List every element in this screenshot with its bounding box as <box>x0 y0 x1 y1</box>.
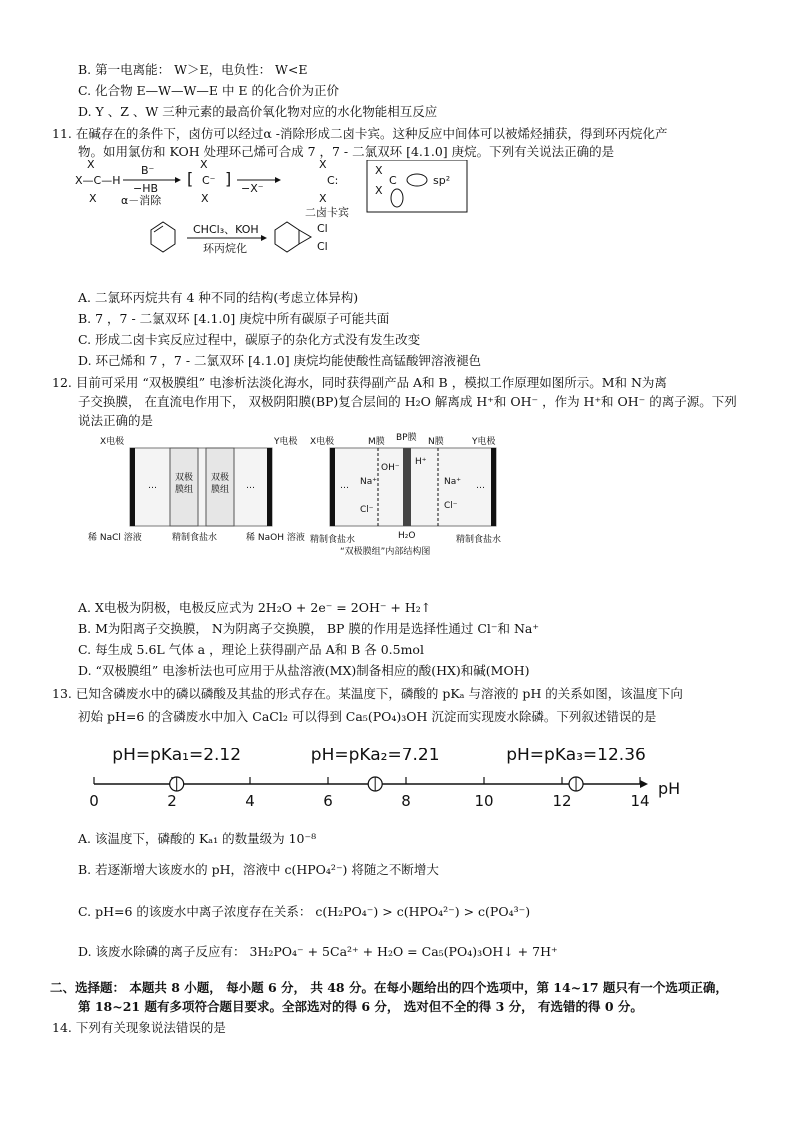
section2-heading-line2: 第 18~21 题有多项符合题目要求。全部选对的得 6 分， 选对但不全的得 3 分， 有选错的得 0 分。 <box>78 999 643 1014</box>
ph-axis-unit: pH <box>658 779 681 798</box>
pka-label: pH=pKa₁=2.12 <box>112 748 242 765</box>
q12-option-b: B. M为阳离子交换膜， N为阴离子交换膜， BP 膜的作用是选择性通过 Cl⁻和 Na⁺ <box>78 621 539 636</box>
q12-stem-line3: 说法正确的是 <box>78 413 154 428</box>
q12-left-dots1: … <box>148 481 157 491</box>
q11-carbene-name: 二卤卡宾 <box>305 206 349 219</box>
q12-left-bottom-left: 稀 NaCl 溶液 <box>88 533 142 543</box>
ph-axis-tick-label: 14 <box>630 792 650 810</box>
q12-bp1-label: 双极 <box>175 473 194 483</box>
q11-anion-x-top: X <box>200 160 208 171</box>
q12-option-a: A. X电极为阴极，电极反应式为 2H₂O + 2e⁻ = 2OH⁻ + H₂↑ <box>78 600 432 615</box>
ph-axis-tick-label: 6 <box>323 792 333 810</box>
q12-bp2-label: 双极 <box>211 473 230 483</box>
q11-reactant: X—C—H <box>75 174 121 187</box>
q11-stem-line2: 物。如用氯仿和 KOH 处理环己烯可合成 7 ，7 - 二氯双环 [4.1.0] 庚烷。下列有关说法正确的是 <box>78 144 615 159</box>
q12-electrodialysis-figure <box>78 430 518 560</box>
q11-minus-hb: −HB <box>133 182 159 195</box>
ph-axis-arrowhead <box>640 780 648 788</box>
q11-product-ring <box>275 222 299 252</box>
q12-option-c: C. 每生成 5.6L 气体 a ，理论上获得副产品 A和 B 各 0.5mol <box>78 642 424 657</box>
q11-arrowhead2 <box>275 177 281 183</box>
q11-reagent: CHCl₃、KOH <box>193 223 259 236</box>
q12-right-caption: “双极膜组”内部结构图 <box>340 547 431 557</box>
q11-anion-c: C⁻ <box>202 174 216 187</box>
ph-axis-tick-label: 4 <box>245 792 255 810</box>
q10-option-b: B. 第一电离能： W＞E，电负性： W<E <box>78 62 308 77</box>
q11-bracket-left: [ <box>187 169 194 188</box>
q14-stem-line1: 14. 下列有关现象说法错误的是 <box>52 1020 226 1035</box>
q10-option-c: C. 化合物 E—W—W—E 中 E 的化合价为正价 <box>78 83 340 98</box>
q12-bp-label: BP膜 <box>396 433 417 443</box>
q12-left-bottom-right: 稀 NaOH 溶液 <box>246 533 305 543</box>
q11-sp2: sp² <box>433 174 451 187</box>
q12-cl-right: Cl⁻ <box>444 501 458 511</box>
q11-base: B⁻ <box>141 164 155 177</box>
q11-stem-line1: 11. 在碱存在的条件下，卤仿可以经过α -消除形成二卤卡宾。这种反应中间体可以被烯烃捕获，得到环丙烷化产 <box>52 126 668 141</box>
pka-label: pH=pKa₂=7.21 <box>310 748 440 765</box>
q12-right-bottom-right: 精制食盐水 <box>456 535 502 545</box>
ph-axis-tick-label: 8 <box>401 792 411 810</box>
q13-pka-axis-figure <box>80 748 720 824</box>
q12-left-x-label: X电极 <box>100 437 125 447</box>
q11-minus-x: −X⁻ <box>241 182 264 195</box>
q12-right-dots2: … <box>476 481 485 491</box>
ph-axis-tick-label: 12 <box>552 792 572 810</box>
q12-oh-label: OH⁻ <box>381 463 400 473</box>
q12-cl-left: Cl⁻ <box>360 505 374 515</box>
section2-heading-line1: 二、选择题： 本题共 8 小题， 每小题 6 分， 共 48 分。在每小题给出的四个选项中，第 14~17 题只有一个选项正确， <box>50 980 728 995</box>
q11-sp2-orbital <box>407 174 427 186</box>
q12-bp-membrane <box>403 448 411 526</box>
q11-alpha: α－消除 <box>121 194 162 207</box>
q11-cl1: Cl <box>317 222 328 235</box>
q12-left-dots2: … <box>246 481 255 491</box>
q12-right-x-electrode-bar <box>330 448 335 526</box>
q12-left-y-label: Y电极 <box>274 437 298 447</box>
pka-label: pH=pKa₃=12.36 <box>506 748 646 765</box>
q11-x-top: X <box>87 160 95 171</box>
q13-option-c: C. pH=6 的该废水中离子浓度存在关系： c(H₂PO₄⁻) > c(HPO₄²⁻) > c(PO₄³⁻) <box>78 904 531 919</box>
q12-stem-line2: 子交换膜， 在直流电作用下， 双极阴阳膜(BP)复合层间的 H₂O 解离成 H⁺和 OH⁻ ，作为 H⁺和 OH⁻ 的离子源。下列 <box>78 394 737 409</box>
q13-stem-line2: 初始 pH=6 的含磷废水中加入 CaCl₂ 可以得到 Ca₅(PO₄)₃OH 沉淀而实现废水除磷。下列叙述错误的是 <box>78 709 657 724</box>
q11-carbene: C: <box>327 174 339 187</box>
q12-na-left: Na⁺ <box>360 477 377 487</box>
q13-option-a: A. 该温度下，磷酸的 Kₐ₁ 的数量级为 10⁻⁸ <box>78 831 317 846</box>
q11-cyclopropane <box>299 230 311 244</box>
q12-n-label: N膜 <box>428 437 444 447</box>
q11-box-c: C <box>389 174 397 187</box>
q12-m-label: M膜 <box>368 437 385 447</box>
q12-right-bottom-left: 精制食盐水 <box>310 535 356 545</box>
q11-reaction-figure <box>75 160 475 270</box>
q11-carbene-x-top: X <box>319 160 327 171</box>
ph-axis-tick-label: 2 <box>167 792 177 810</box>
q11-cl2: Cl <box>317 240 328 253</box>
q11-x-bottom: X <box>89 192 97 205</box>
q12-water-label: H₂O <box>398 531 416 541</box>
q12-right-x-label: X电极 <box>310 437 335 447</box>
q11-arrowhead1 <box>175 177 181 183</box>
q13-option-b: B. 若逐渐增大该废水的 pH，溶液中 c(HPO₄²⁻) 将随之不断增大 <box>78 862 439 877</box>
q11-option-c: C. 形成二卤卡宾反应过程中，碳原子的杂化方式没有发生改变 <box>78 332 421 347</box>
q12-left-bottom-mid: 精制食盐水 <box>172 533 218 543</box>
q10-option-d: D. Y 、Z 、W 三种元素的最高价氧化物对应的水化物能相互反应 <box>78 104 438 119</box>
q11-p-orbital <box>391 189 403 207</box>
ph-axis-tick-label: 10 <box>474 792 494 810</box>
q12-bp1-label2: 膜组 <box>175 485 194 495</box>
q11-arrowhead3 <box>261 235 267 241</box>
q13-option-d: D. 该废水除磷的离子反应有： 3H₂PO₄⁻ + 5Ca²⁺ + H₂O = Ca₅(PO₄)₃OH↓ + 7H⁺ <box>78 944 558 959</box>
q11-reaction: 环丙烷化 <box>203 242 247 255</box>
q11-box-x1: X <box>375 164 383 177</box>
q12-h-label: H⁺ <box>415 457 427 467</box>
q12-stem-line1: 12. 目前可采用 “双极膜组” 电渗析法淡化海水，同时获得副产品 A和 B ，模拟工作原理如图所示。M和 N为离 <box>52 375 667 390</box>
q12-na-right: Na⁺ <box>444 477 461 487</box>
q12-right-dots1: … <box>340 481 349 491</box>
q12-right-y-label: Y电极 <box>472 437 496 447</box>
q11-box-x2: X <box>375 184 383 197</box>
q12-right-cell <box>330 448 496 526</box>
ph-axis-tick-label: 0 <box>89 792 99 810</box>
q12-right-y-electrode-bar <box>491 448 496 526</box>
q11-option-b: B. 7 ，7 - 二氯双环 [4.1.0] 庚烷中所有碳原子可能共面 <box>78 311 390 326</box>
q11-anion-x-bottom: X <box>201 192 209 205</box>
q12-left-y-electrode-bar <box>267 448 272 526</box>
q12-left-x-electrode-bar <box>130 448 135 526</box>
q12-bp2-label2: 膜组 <box>211 485 230 495</box>
q13-stem-line1: 13. 已知含磷废水中的磷以磷酸及其盐的形式存在。某温度下，磷酸的 pKₐ 与溶液的 pH 的关系如图，该温度下向 <box>52 686 683 701</box>
q11-bracket-right: ] <box>225 169 232 188</box>
q11-option-a: A. 二氯环丙烷共有 4 种不同的结构(考虑立体异构) <box>78 290 359 305</box>
q11-option-d: D. 环己烯和 7 ，7 - 二氯双环 [4.1.0] 庚烷均能使酸性高锰酸钾溶液褪色 <box>78 353 482 368</box>
q11-carbene-x-bottom: X <box>319 192 327 205</box>
q12-option-d: D. “双极膜组” 电渗析法也可应用于从盐溶液(MX)制备相应的酸(HX)和碱(MOH) <box>78 663 530 678</box>
